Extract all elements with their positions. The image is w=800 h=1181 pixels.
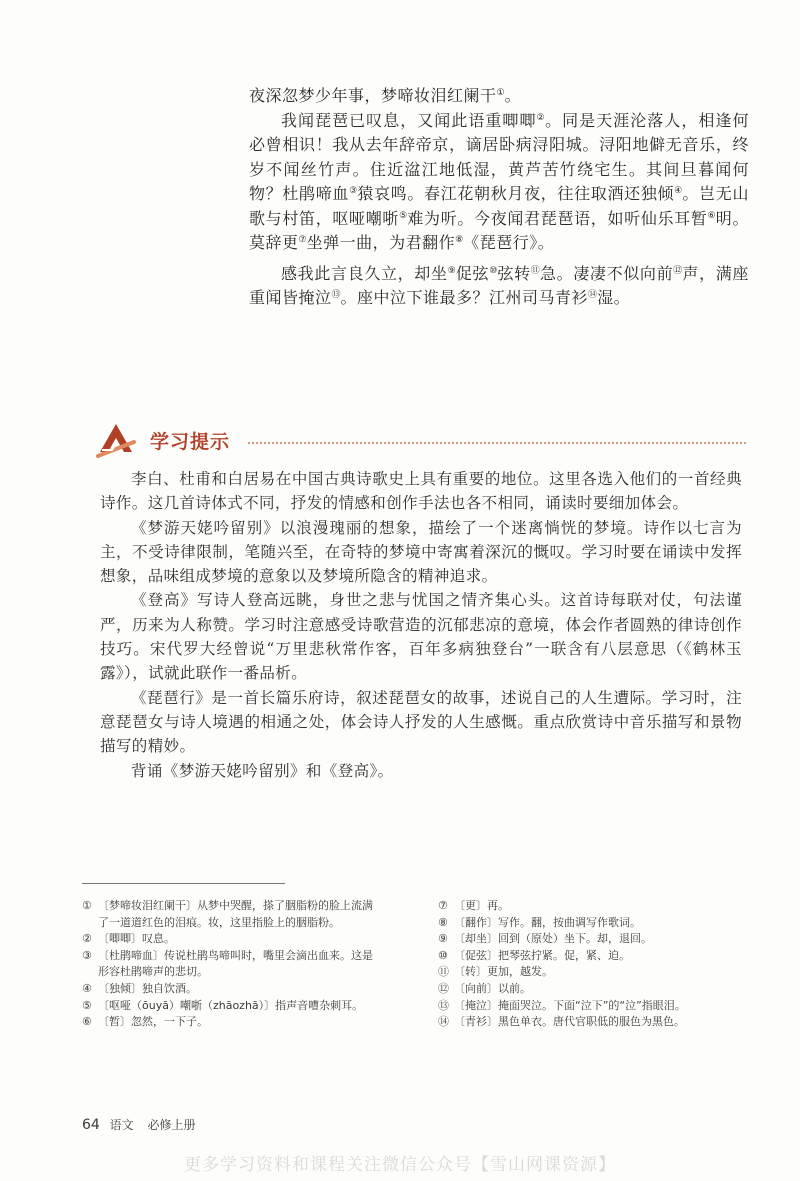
footnote: ④ 〔独倾〕独自饮酒。 bbox=[82, 981, 197, 995]
watermark-text: 更多学习资料和课程关注微信公众号【雪山网课资源】 bbox=[184, 1155, 616, 1175]
footnote: ③ 〔杜鹃啼血〕传说杜鹃鸟啼叫时，嘴里会滴出血来。这是形容杜鹃啼声的悲切。 bbox=[82, 948, 373, 979]
tips-paragraph: 《琵琶行》是一首长篇乐府诗，叙述琵琶女的故事，述说自己的人生遭际。学习时，注意琵琶女与诗人境遇的相通之处，体会诗人抒发的人生感慨。重点欣赏诗中音乐描写和景物描写的精妙。 bbox=[100, 688, 742, 756]
footnote: ② 〔唧唧〕叹息。 bbox=[82, 932, 175, 946]
footnote: ⑧ 〔翻作〕写作。翻，按曲调写作歌词。 bbox=[438, 915, 641, 929]
poem-paragraph: 我闻琵琶已叹息，又闻此语重唧唧②。同是天涯沦落人，相逢何必曾相识！我从去年辞帝京，谪居卧病浔阳城。浔阳地僻无音乐，终岁不闻丝竹声。住近湓江地低湿，黄芦苦竹绕宅生。其间旦暮闻何物？杜鹃啼血③猿哀鸣。春江花朝秋月夜，往往取酒还独倾④。岂无山歌与村笛，呕哑嘲哳⑤难为听。今夜闻君琵琶语，如听仙乐耳暂⑥明。莫辞更⑦坐弹一曲，为君翻作⑧《琵琶行》。 bbox=[249, 110, 749, 252]
footnote: ⑦ 〔更〕再。 bbox=[438, 899, 509, 912]
volume-label: 必修上册 bbox=[147, 1118, 196, 1132]
footnote: ⑪ 〔转〕更加，越发。 bbox=[438, 965, 553, 979]
footnote: ⑩ 〔促弦〕把琴弦拧紧。促，紧、迫。 bbox=[438, 948, 630, 962]
footnote: ⑤ 〔呕哑（ōuyā）嘲哳（zhāozhā）〕指声音嘈杂刺耳。 bbox=[82, 998, 364, 1012]
poem-paragraph: 感我此言良久立，却坐⑨促弦⑩弦转⑪急。凄凄不似向前⑫声，满座重闻皆掩泣⑬。座中泣下谁最多？江州司马青衫⑭湿。 bbox=[249, 263, 749, 307]
study-tips-title: 学习提示 bbox=[150, 431, 231, 453]
study-tips-body bbox=[100, 467, 742, 783]
tips-paragraph: 《登高》写诗人登高远眺，身世之悲与忧国之情齐集心头。这首诗每联对仗，句法谨严，历来为人称赞。学习时注意感受诗歌营造的沉郁悲凉的意境，体会作者圆熟的律诗创作技巧。宋代罗大经曾说“万里悲秋常作客，百年多病独登台”一联含有八层意思（《鹤林玉露》），试就此联作一番品析。 bbox=[100, 591, 742, 683]
tips-paragraph: 李白、杜甫和白居易在中国古典诗歌史上具有重要的地位。这里各选入他们的一首经典诗作。这几首诗体式不同，抒发的情感和创作手法也各不相同，诵读时要细加体会。 bbox=[100, 470, 742, 513]
study-tips-header bbox=[96, 420, 746, 460]
dotted-rule bbox=[248, 442, 746, 444]
page-number: 64 bbox=[82, 1117, 100, 1133]
footnote: ⑥ 〔暂〕忽然，一下子。 bbox=[82, 1015, 208, 1029]
footnote-divider bbox=[82, 883, 285, 884]
footnote: ① 〔梦啼妆泪红阑干〕从梦中哭醒，搽了胭脂粉的脸上流满了一道道红色的泪痕。妆，这里指脸上的胭脂粉。 bbox=[82, 899, 373, 929]
footnote: ⑫ 〔向前〕以前。 bbox=[438, 981, 531, 995]
tips-paragraph: 《梦游天姥吟留别》以浪漫瑰丽的想象，描绘了一个迷离惝恍的梦境。诗作以七言为主，不受诗律限制，笔随兴至，在奇特的梦境中寄寓着深沉的慨叹。学习时要在诵读中发挥想象，品味组成梦境的意象以及梦境所隐含的精神追求。 bbox=[100, 518, 742, 586]
tips-paragraph: 背诵《梦游天姥吟留别》和《登高》。 bbox=[131, 761, 394, 780]
study-tips-icon bbox=[96, 420, 136, 460]
footnotes-right bbox=[438, 898, 754, 1031]
footnote: ⑭ 〔青衫〕黑色单衣。唐代官职低的服色为黑色。 bbox=[438, 1015, 685, 1029]
poem-text bbox=[249, 84, 749, 311]
page-footer bbox=[82, 1116, 196, 1133]
footnote: ⑬ 〔掩泣〕掩面哭泣。下面“泣下”的“泣”指眼泪。 bbox=[438, 998, 686, 1012]
footnotes-left bbox=[82, 898, 382, 1031]
poem-line: 夜深忽梦少年事，梦啼妆泪红阑干①。 bbox=[249, 86, 522, 105]
footnote: ⑨ 〔却坐〕回到（原处）坐下。却，退回。 bbox=[438, 932, 652, 946]
subject-label: 语文 bbox=[109, 1118, 134, 1132]
